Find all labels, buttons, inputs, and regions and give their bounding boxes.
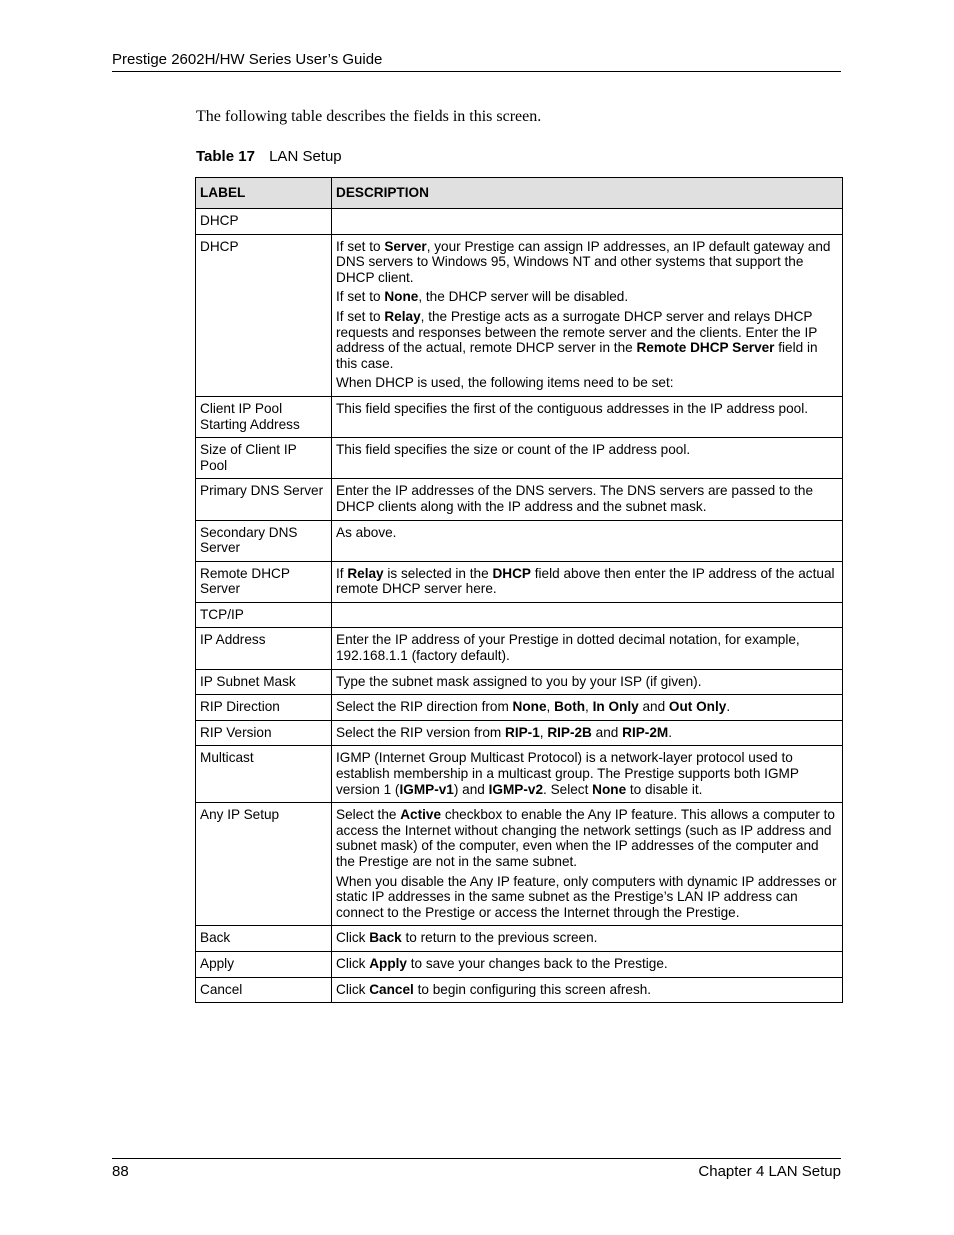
description-text: to disable it.	[626, 781, 703, 797]
row-label: Multicast	[196, 746, 332, 803]
row-description	[332, 561, 843, 602]
row-description	[332, 602, 843, 628]
field-name-emphasis: IGMP-v1	[399, 781, 454, 797]
description-paragraph	[336, 239, 838, 286]
field-name-emphasis: Relay	[347, 565, 384, 581]
row-label: TCP/IP	[196, 602, 332, 628]
field-name-emphasis: RIP-1	[505, 724, 540, 740]
row-description	[332, 803, 843, 926]
table-row	[196, 977, 843, 1003]
description-text: When DHCP is used, the following items need to be set:	[336, 375, 674, 391]
description-text: Type the subnet mask assigned to you by your ISP (if given).	[336, 673, 702, 689]
row-description	[332, 628, 843, 669]
row-label: RIP Version	[196, 720, 332, 746]
description-text: .	[668, 724, 672, 740]
row-description	[332, 669, 843, 695]
field-name-emphasis: Server	[384, 238, 427, 254]
field-name-emphasis: Apply	[369, 955, 407, 971]
field-name-emphasis: In Only	[592, 699, 639, 715]
description-text: . Select	[543, 781, 593, 797]
table-row	[196, 628, 843, 669]
row-label: Primary DNS Server	[196, 479, 332, 520]
description-column-header: DESCRIPTION	[332, 178, 843, 209]
description-text: Select the	[336, 807, 401, 823]
table-row	[196, 926, 843, 952]
table-title: LAN Setup	[269, 148, 342, 165]
table-row	[196, 602, 843, 628]
intro-paragraph: The following table describes the fields in this screen.	[196, 108, 542, 125]
row-label: Back	[196, 926, 332, 952]
description-paragraph	[336, 309, 838, 371]
description-text: If set to	[336, 238, 385, 254]
description-text: Enter the IP address of your Prestige in dotted decimal notation, for example, 192.168.1.1 (factory default).	[336, 632, 800, 664]
description-paragraph	[336, 930, 838, 946]
description-paragraph	[336, 525, 838, 541]
table-row	[196, 746, 843, 803]
table-row	[196, 396, 843, 437]
row-description	[332, 720, 843, 746]
field-name-emphasis: Back	[369, 930, 402, 946]
description-paragraph	[336, 674, 838, 690]
description-paragraph	[336, 401, 838, 417]
description-paragraph	[336, 375, 838, 391]
description-text: Enter the IP addresses of the DNS servers. The DNS servers are passed to the DHCP clients along with the IP address and the subnet mask.	[336, 483, 814, 514]
table-row	[196, 561, 843, 602]
row-description	[332, 695, 843, 721]
chapter-title: Chapter 4 LAN Setup	[698, 1163, 841, 1180]
table-row	[196, 669, 843, 695]
field-name-emphasis: None	[592, 781, 627, 797]
field-name-emphasis: DHCP	[492, 565, 531, 581]
row-label: Size of Client IP Pool	[196, 438, 332, 479]
row-label: Client IP Pool Starting Address	[196, 396, 332, 437]
description-text: If set to	[336, 308, 385, 324]
field-name-emphasis: Out Only	[668, 699, 727, 715]
description-text: and	[591, 724, 623, 740]
description-text: If set to	[336, 289, 385, 305]
description-text: ,	[539, 724, 548, 740]
description-paragraph	[336, 632, 838, 663]
field-name-emphasis: None	[384, 289, 419, 305]
description-text: IGMP (Internet Group Multicast Protocol) is a network-layer protocol used to establish membership in a multicast group. The Prestige supports both IGMP version 1 (	[336, 750, 799, 797]
row-description	[332, 951, 843, 977]
description-text: ) and	[453, 781, 489, 797]
table-row	[196, 720, 843, 746]
table-body	[196, 209, 843, 1003]
row-description	[332, 479, 843, 520]
label-column-header: LABEL	[196, 178, 332, 209]
page-number: 88	[112, 1163, 129, 1180]
row-label: Remote DHCP Server	[196, 561, 332, 602]
description-text: to return to the previous screen.	[401, 930, 598, 946]
description-paragraph	[336, 699, 838, 715]
description-text: If	[336, 565, 348, 581]
lan-setup-table	[195, 177, 843, 1003]
row-label: IP Subnet Mask	[196, 669, 332, 695]
description-text: , your Prestige can assign IP addresses, an IP default gateway and DNS servers to Windows 95, Windows NT and other systems that support the DHCP client.	[336, 238, 831, 285]
running-header	[112, 51, 841, 72]
field-name-emphasis: RIP-2M	[622, 724, 669, 740]
table-row	[196, 803, 843, 926]
field-name-emphasis: Active	[400, 807, 442, 823]
table-row	[196, 951, 843, 977]
description-paragraph	[336, 725, 838, 741]
description-paragraph	[336, 566, 838, 597]
description-text: As above.	[336, 524, 397, 540]
row-description	[332, 209, 843, 235]
row-description	[332, 746, 843, 803]
description-text: checkbox to enable the Any IP feature. This allows a computer to access the Internet without changing the network settings (such as IP address and subnet mask) of the computer, even when the IP addresses of the computer and the Prestige are not in the same subnet.	[336, 807, 835, 869]
table-row	[196, 479, 843, 520]
field-name-emphasis: IGMP-v2	[488, 781, 544, 797]
row-label: DHCP	[196, 209, 332, 235]
row-description	[332, 520, 843, 561]
row-description	[332, 396, 843, 437]
row-label: Apply	[196, 951, 332, 977]
description-text: ,	[546, 699, 555, 715]
description-text: Select the RIP direction from	[336, 699, 513, 715]
description-paragraph	[336, 750, 838, 797]
description-text: and	[638, 699, 669, 715]
row-description	[332, 438, 843, 479]
description-paragraph	[336, 442, 838, 458]
row-label: DHCP	[196, 234, 332, 396]
description-text: When you disable the Any IP feature, only computers with dynamic IP addresses or static IP addresses in the same subnet as the Prestige’s LAN IP address can connect to the Prestige or access the Internet through the Prestige.	[336, 873, 837, 920]
field-name-emphasis: None	[512, 699, 547, 715]
description-text: Click	[336, 930, 370, 946]
description-text: Select the RIP version from	[336, 724, 505, 740]
table-row	[196, 438, 843, 479]
table-number: Table 17	[196, 148, 255, 165]
description-text: field in this case.	[336, 340, 818, 371]
row-label: RIP Direction	[196, 695, 332, 721]
row-label: Any IP Setup	[196, 803, 332, 926]
description-text: .	[726, 699, 731, 715]
description-text: Click	[336, 955, 370, 971]
table-row	[196, 234, 843, 396]
description-text: is selected in the	[383, 565, 493, 581]
description-paragraph	[336, 956, 838, 972]
description-text: , the DHCP server will be disabled.	[418, 289, 629, 305]
description-text: to save your changes back to the Prestige.	[407, 955, 668, 971]
table-header-row	[196, 178, 843, 209]
field-name-emphasis: Remote DHCP Server	[636, 340, 775, 356]
guide-title: Prestige 2602H/HW Series User’s Guide	[112, 51, 383, 68]
row-label: Cancel	[196, 977, 332, 1003]
running-footer	[112, 1158, 841, 1181]
table-row	[196, 209, 843, 235]
description-text: field above then enter the IP address of the actual remote DHCP server here.	[336, 565, 835, 597]
description-text: This field specifies the size or count of the IP address pool.	[336, 442, 691, 458]
row-description	[332, 234, 843, 396]
description-text: ,	[585, 699, 593, 715]
row-description	[332, 926, 843, 952]
description-text: Click	[336, 981, 370, 997]
description-paragraph	[336, 483, 838, 514]
row-label: Secondary DNS Server	[196, 520, 332, 561]
row-label: IP Address	[196, 628, 332, 669]
field-name-emphasis: Both	[554, 699, 586, 715]
description-text: to begin configuring this screen afresh.	[413, 981, 652, 997]
field-name-emphasis: Cancel	[369, 981, 414, 997]
description-text: This field specifies the first of the contiguous addresses in the IP address pool.	[336, 400, 809, 416]
table-row	[196, 695, 843, 721]
description-paragraph	[336, 982, 838, 998]
description-paragraph	[336, 289, 838, 305]
field-name-emphasis: Relay	[384, 308, 421, 324]
description-paragraph	[336, 874, 838, 921]
description-text: , the Prestige acts as a surrogate DHCP server and relays DHCP requests and responses between the remote server and the clients. Enter the IP address of the actual, remote DHCP server in the	[336, 308, 818, 356]
row-description	[332, 977, 843, 1003]
table-row	[196, 520, 843, 561]
field-name-emphasis: RIP-2B	[547, 724, 592, 740]
description-paragraph	[336, 807, 838, 869]
table-caption	[196, 148, 342, 166]
